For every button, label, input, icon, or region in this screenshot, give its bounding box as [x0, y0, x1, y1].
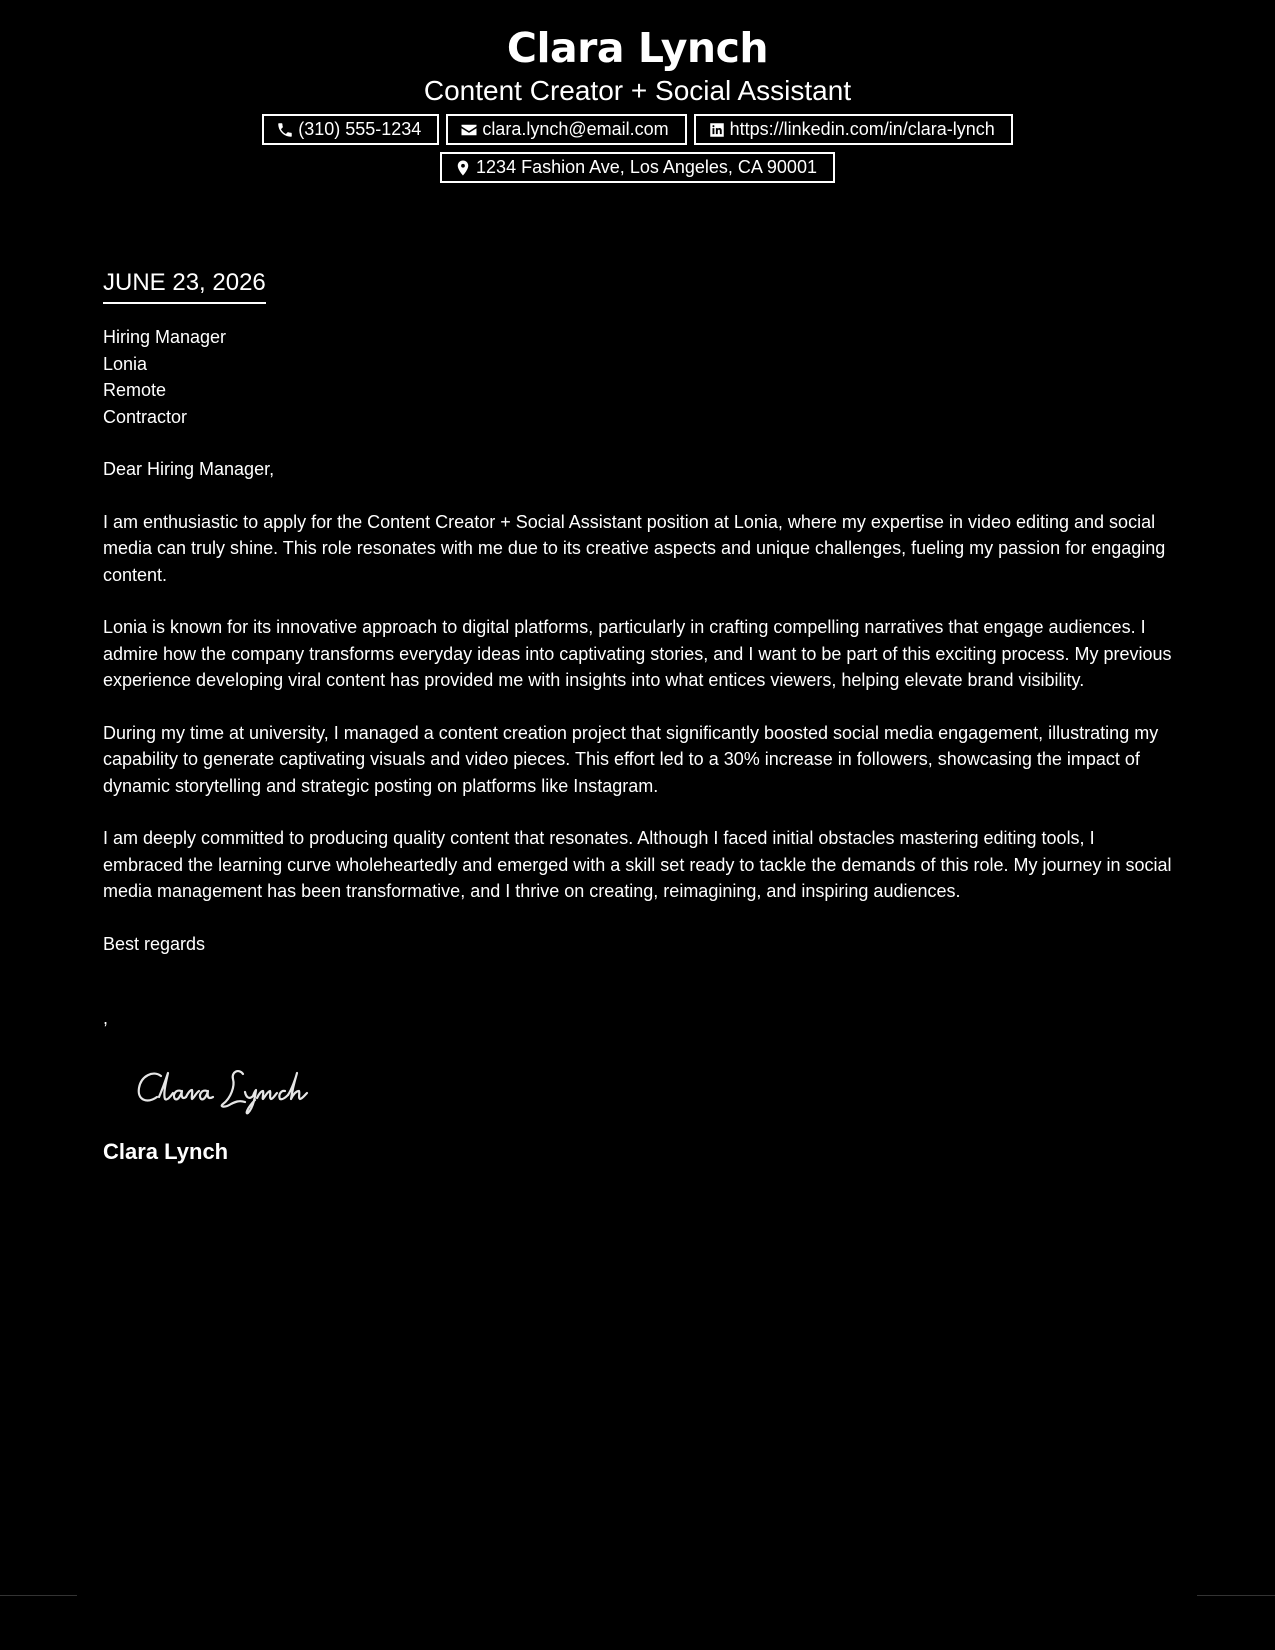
body-paragraph: During my time at university, I managed a content creation project that significantly boosted social media engagement, illustrating my capability to generate captivating visuals and video pieces. This effort led to a 30% increase in followers, showcasing the impact of dynamic storytelling and strategic posting on platforms like Instagram.	[103, 722, 1159, 796]
phone-icon	[276, 121, 294, 139]
email-chip	[446, 114, 686, 145]
recipient-block	[103, 324, 1173, 430]
phone-chip	[262, 114, 439, 145]
handwritten-signature	[135, 1064, 335, 1116]
recipient-line: Contractor	[103, 406, 188, 427]
linkedin-text: https://linkedin.com/in/clara-lynch	[729, 119, 995, 139]
contact-row	[0, 114, 1275, 145]
letter-date: JUNE 23, 2026	[103, 268, 266, 304]
map-pin-icon	[454, 159, 472, 177]
linkedin-chip	[694, 114, 1013, 145]
body-paragraph: I am deeply committed to producing quality content that resonates. Although I faced initial obstacles mastering editing tools, I embraced the learning curve wholeheartedly and emerged with a skill set ready to tackle the demands of this role. My journey in social media management has been transformative, and I thrive on creating, reimagining, and inspiring audiences.	[103, 828, 1172, 901]
footer-rule-right	[1197, 1595, 1275, 1596]
applicant-name: Clara Lynch	[506, 24, 769, 72]
recipient-line: Remote	[103, 380, 167, 400]
closing: Best regards	[103, 933, 206, 954]
address-chip	[440, 152, 835, 183]
recipient-line: Hiring Manager	[103, 327, 227, 347]
address-row	[0, 152, 1275, 183]
body-paragraph: Lonia is known for its innovative approach to digital platforms, particularly in crafting compelling narratives that engage audiences. I admire how the company transforms everyday ideas into captivating stories, and I want to be part of this exciting process. My previous experience developing viral content has provided me with insights into what entices viewers, helping elevate brand visibility.	[103, 617, 1172, 690]
letter-body	[103, 268, 1173, 1166]
recipient-line: Lonia	[103, 353, 148, 374]
footer-rule-left	[0, 1595, 77, 1596]
email-text: clara.lynch@email.com	[482, 119, 669, 139]
job-title: Content Creator + Social Assistant	[423, 75, 852, 106]
letterhead	[0, 22, 1275, 183]
address-text: 1234 Fashion Ave, Los Angeles, CA 90001	[476, 157, 817, 177]
linkedin-icon	[708, 121, 726, 139]
phone-text: (310) 555-1234	[298, 119, 422, 139]
signer-name: Clara Lynch	[103, 1138, 229, 1164]
closing-comma: ,	[103, 1008, 109, 1028]
envelope-icon	[460, 121, 478, 139]
body-paragraph: I am enthusiastic to apply for the Content Creator + Social Assistant position at Lonia, where my expertise in video editing and social media can truly shine. This role resonates with me due to its creative aspects and unique challenges, fueling my passion for engaging content.	[103, 511, 1166, 585]
salutation: Dear Hiring Manager,	[103, 459, 275, 479]
